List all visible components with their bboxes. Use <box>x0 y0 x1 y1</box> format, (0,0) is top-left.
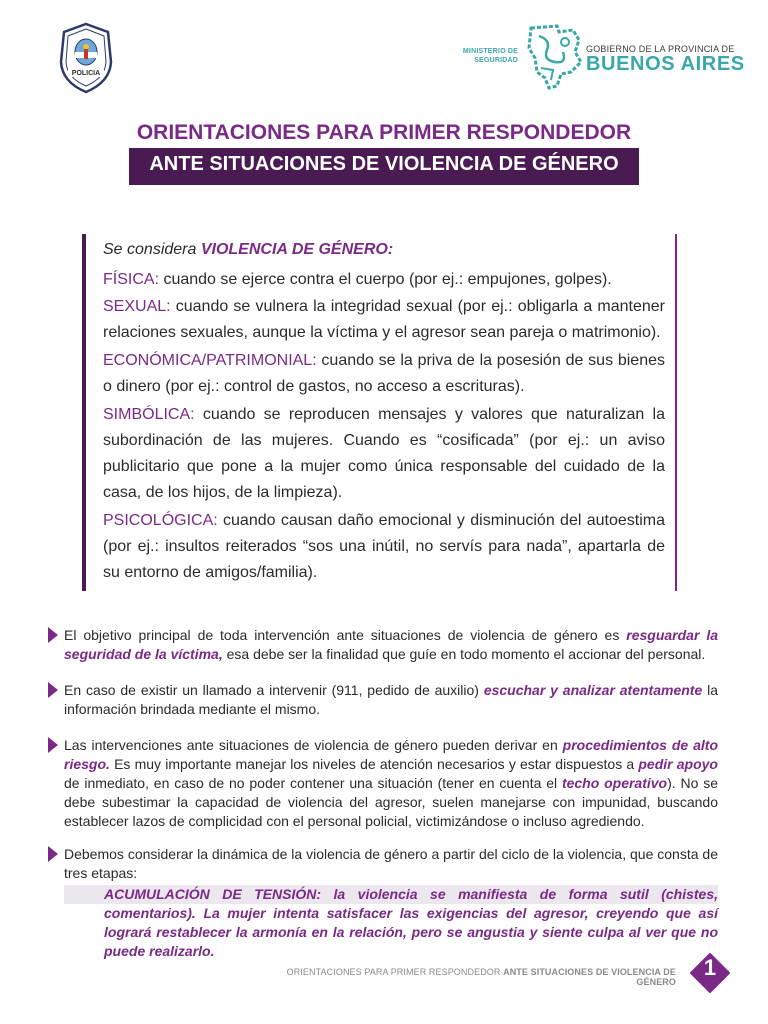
bullet-text: ). No se debe subestimar la capacidad de violencia del agresor, suelen manejarse con impunidad, buscando establecer lazos de complicidad con el personal policial, victimizándose o incluso agrediendo. <box>64 775 719 829</box>
page-title-line2: ANTE SITUACIONES DE VIOLENCIA DE GÉNERO <box>149 153 619 175</box>
intro-prefix: Se considera <box>103 241 201 258</box>
definition-text: cuando se vulnera la integridad sexual (por ej.: obligarla a mantener relaciones sexuales, aunque la víctima y el agresor sean pareja o matrimonio). <box>103 298 665 341</box>
bullet-arrow-icon <box>48 627 58 643</box>
definition-term: FÍSICA: <box>103 271 160 288</box>
footer-text-regular: ORIENTACIONES PARA PRIMER RESPONDEDOR <box>286 967 504 977</box>
intro-term: VIOLENCIA DE GÉNERO: <box>200 241 394 258</box>
bullet-emphasis: techo operativo <box>561 775 668 791</box>
definition-text: cuando se reproducen mensajes y valores que naturalizan la subordinación de las mujeres. Cuando es “cosificada” (por ej.: un aviso publicitario que pone a la mujer como única responsable del cuidado de la casa, de los hijos, de la limpieza). <box>103 406 665 501</box>
definition-term: SIMBÓLICA: <box>103 406 195 423</box>
bullet-text: Las intervenciones ante situaciones de violencia de género pueden derivar en <box>64 737 563 753</box>
ministry-label <box>440 47 518 65</box>
stage-text: la violencia se manifiesta de forma sutil (chistes, comentarios). La mujer intenta satisfacer las exigencias del agresor, creyendo que así logrará restablecer la armonía en la relación, pero se angustia y siente culpa al ver que no puede realizarlo. <box>104 886 719 959</box>
definition-term: ECONÓMICA/PATRIMONIAL: <box>103 352 317 369</box>
bullet-text: esa debe ser la finalidad que guíe en todo momento el accionar del personal. <box>222 646 706 662</box>
gov-subtitle: GOBIERNO DE LA PROVINCIA DE <box>586 44 735 54</box>
bullet-text: En caso de existir un llamado a intervenir (911, pedido de auxilio) <box>64 682 484 698</box>
definition-term: SEXUAL: <box>103 298 171 315</box>
ministry-line1: MINISTERIO DE <box>462 48 518 55</box>
bullet-text: Debemos considerar la dinámica de la violencia de género a partir del ciclo de la violencia, que consta de tres etapas: <box>64 846 718 881</box>
police-badge-text: POLICIA <box>71 70 101 77</box>
bullet-text: Es muy importante manejar los niveles de atención necesarios y estar dispuestos a <box>109 756 639 772</box>
bullet-paragraph-1 <box>64 626 718 664</box>
bullet-emphasis: pedir apoyo <box>638 756 718 772</box>
bullet-emphasis: procedimientos de alto riesgo. <box>64 737 719 772</box>
bullet-paragraph-3 <box>64 736 718 831</box>
police-badge-logo <box>58 22 114 94</box>
stage-term: ACUMULACIÓN DE TENSIÓN: <box>104 886 322 902</box>
definitions-intro <box>103 241 393 259</box>
province-map-icon <box>527 22 583 92</box>
bullet-paragraph-4 <box>64 845 718 883</box>
stage-acumulacion <box>104 885 718 961</box>
definition-fisica <box>103 267 665 293</box>
bullet-paragraph-2 <box>64 681 718 719</box>
bullet-text: El objetivo principal de toda intervención ante situaciones de violencia de género es <box>64 627 627 643</box>
bullet-arrow-icon <box>48 846 58 862</box>
gov-title: BUENOS AIRES <box>586 53 745 75</box>
page-title-line1: ORIENTACIONES PARA PRIMER RESPONDEDOR <box>136 121 632 144</box>
definition-text: cuando se la priva de la posesión de sus bienes o dinero (por ej.: control de gastos, no acceso a escrituras). <box>103 352 665 395</box>
footer-text-bold: ANTE SITUACIONES DE VIOLENCIA DE GÉNERO <box>503 967 676 987</box>
footer-running-title <box>270 967 676 987</box>
definition-text: cuando se ejerce contra el cuerpo (por ej.: empujones, golpes). <box>159 271 612 288</box>
bullet-text: de inmediato, en caso de no poder contener una situación (tener en cuenta el <box>64 775 562 791</box>
bullet-arrow-icon <box>48 737 58 753</box>
ministry-line2: SEGURIDAD <box>474 57 518 64</box>
definition-simbolica <box>103 402 665 506</box>
bullet-arrow-icon <box>48 682 58 698</box>
definition-sexual <box>103 294 665 346</box>
definition-economica <box>103 348 665 400</box>
bullet-emphasis: escuchar y analizar atentamente <box>483 682 703 698</box>
definition-term: PSICOLÓGICA: <box>103 512 218 529</box>
bullet-emphasis: resguardar la seguridad de la víctima, <box>64 627 718 662</box>
page-number: 1 <box>703 955 717 980</box>
definition-psicologica <box>103 508 665 586</box>
bullet-text: la información brindada mediante el mismo. <box>64 682 718 717</box>
definition-text: cuando causan daño emocional y disminución del autoestima (por ej.: insultos reiterados “sos una inútil, no servís para nada”, apartarla de su entorno de amigos/familia). <box>103 512 665 581</box>
